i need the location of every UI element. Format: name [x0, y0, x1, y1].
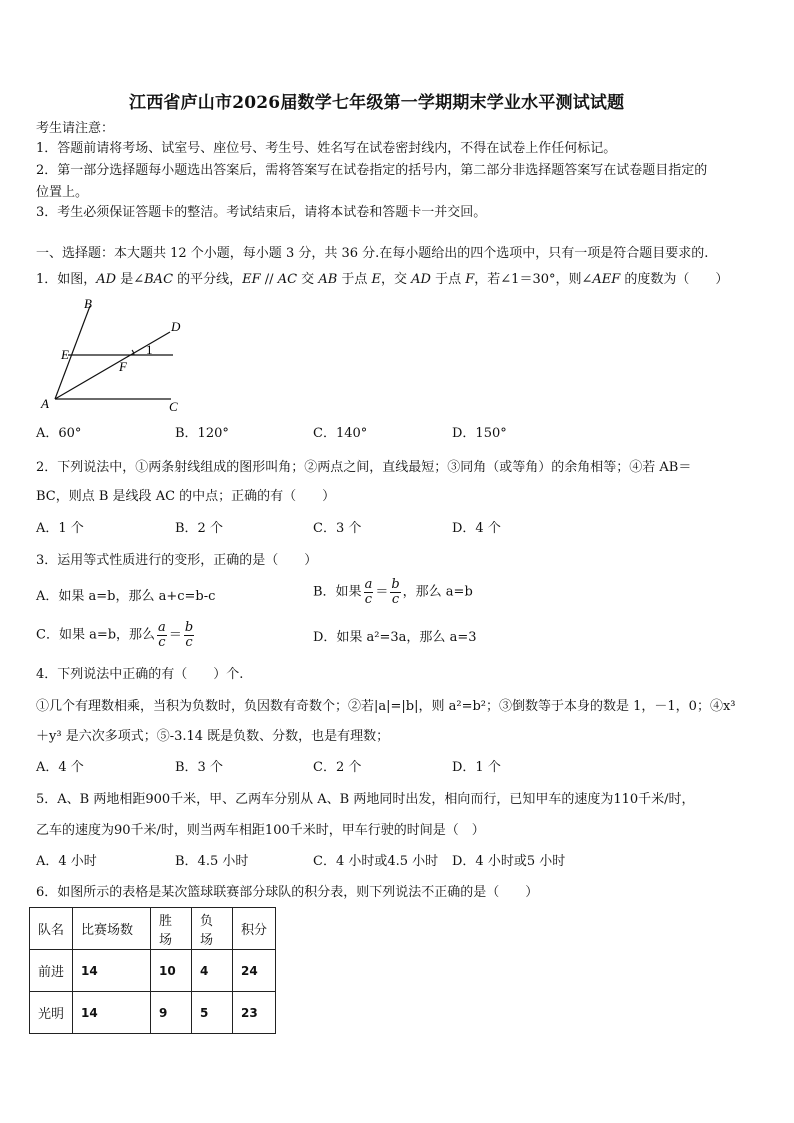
label-e: E — [61, 347, 69, 362]
table-header-cell: 积分 — [233, 908, 276, 950]
q1-var: EF — [242, 272, 261, 287]
frac-den: c — [391, 592, 400, 607]
question-4-statements: ①几个有理数相乘，当积为负数时，负因数有奇数个；②若|a|=|b|，则 a²=b²；③倒数等于本身的数是 1，－1，0；④x³ — [36, 699, 736, 714]
q4-option-c: C．2 个 — [313, 760, 362, 775]
label-angle-1: 1 — [146, 342, 153, 357]
q5-option-a: A．4 小时 — [36, 854, 97, 869]
frac-num: b — [391, 577, 400, 592]
question-2-stem-cont: BC，则点 B 是线段 AC 的中点；正确的有（ ） — [36, 489, 336, 504]
q1-var: AB — [318, 272, 338, 287]
q1-text: 交 — [297, 272, 319, 287]
fraction-b-over-c — [390, 578, 400, 607]
table-cell: 24 — [233, 950, 276, 992]
table-header-cell: 胜场 — [151, 908, 192, 950]
table-cell: 23 — [233, 992, 276, 1034]
fraction-a-over-c — [364, 578, 374, 607]
question-4-statements-cont: ＋y³ 是六次多项式；⑤-3.14 既是负数、分数，也是有理数； — [36, 729, 390, 744]
line-ad — [55, 332, 170, 399]
q1-text: 1．如图， — [36, 272, 97, 287]
fraction-a-over-c — [157, 621, 167, 650]
q4-option-a: A．4 个 — [36, 760, 84, 775]
q3-c-prefix: C．如果 a=b，那么 — [36, 627, 156, 643]
question-5-stem: 5．A、B 两地相距900千米，甲、乙两车分别从 A、B 两地同时出发，相向而行，已知甲车的速度为110千米/时， — [36, 792, 695, 807]
table-header-row — [30, 908, 276, 950]
question-2-stem: 2．下列说法中，①两条射线组成的图形叫角；②两点之间，直线最短；③同角（或等角）的余角相等；④若 AB＝ — [36, 460, 692, 475]
table-cell: 4 — [192, 950, 233, 992]
q4-option-b: B．3 个 — [175, 760, 223, 775]
question-6-stem: 6．如图所示的表格是某次篮球联赛部分球队的积分表，则下列说法不正确的是（ ） — [36, 885, 539, 900]
q1-text: 于点 — [337, 272, 372, 287]
q1-var: E — [371, 272, 382, 287]
q2-option-d: D．4 个 — [452, 521, 501, 536]
table-cell: 前进 — [30, 950, 73, 992]
notice-heading: 考生请注意： — [36, 121, 115, 136]
q3-b-prefix: B．如果 — [313, 584, 362, 600]
q1-option-d: D．150° — [452, 426, 507, 441]
label-f: F — [119, 359, 127, 374]
table-cell: 9 — [151, 992, 192, 1034]
q4-option-d: D．1 个 — [452, 760, 501, 775]
q3-b-suffix: ，那么 a=b — [402, 584, 473, 600]
q3-c-equals: ＝ — [168, 627, 182, 643]
question-4-stem: 4．下列说法中正确的有（ ）个. — [36, 667, 244, 682]
table-row — [30, 950, 276, 992]
q3-option-a: A．如果 a=b，那么 a+c=b-c — [36, 589, 216, 604]
standings-table — [29, 907, 276, 1034]
notice-item: 2．第一部分选择题每小题选出答案后，需将答案写在试卷指定的括号内，第二部分非选择题答案写在试卷题目指定的 — [36, 163, 708, 178]
label-a: A — [41, 396, 49, 411]
frac-den: c — [158, 635, 166, 650]
page-title: 江西省庐山市2026届数学七年级第一学期期末学业水平测试试题 — [129, 93, 625, 113]
q1-option-c: C．140° — [313, 426, 368, 441]
notice-item: 位置上。 — [36, 185, 89, 200]
q1-option-b: B．120° — [175, 426, 229, 441]
frac-den: c — [364, 592, 373, 607]
q1-var: AD — [411, 272, 431, 287]
q1-text: 是∠ — [116, 272, 145, 287]
notice-item: 3．考生必须保证答题卡的整洁。考试结束后，请将本试卷和答题卡一并交回。 — [36, 205, 487, 220]
q5-option-d: D．4 小时或5 小时 — [452, 854, 566, 869]
q2-option-c: C．3 个 — [313, 521, 362, 536]
label-d: D — [171, 319, 181, 334]
table-cell: 14 — [73, 950, 151, 992]
table-header-cell: 队名 — [30, 908, 73, 950]
table-cell: 14 — [73, 992, 151, 1034]
q1-text: 于点 — [430, 272, 466, 287]
question-5-stem-cont: 乙车的速度为90千米/时，则当两车相距100千米时，甲车行驶的时间是（ ） — [36, 823, 485, 838]
q1-var: BAC — [144, 272, 174, 287]
q2-option-a: A．1 个 — [36, 521, 84, 536]
fraction-b-over-c — [184, 621, 194, 650]
table-header-cell: 负场 — [192, 908, 233, 950]
q3-option-b — [313, 578, 473, 607]
q2-option-b: B．2 个 — [175, 521, 223, 536]
frac-num: b — [184, 620, 194, 635]
q3-option-d: D．如果 a²=3a，那么 a=3 — [313, 630, 477, 645]
question-1-stem — [36, 272, 728, 288]
q1-geometry-figure — [30, 296, 190, 418]
frac-num: a — [158, 620, 166, 635]
table-cell: 光明 — [30, 992, 73, 1034]
q5-option-c: C．4 小时或4.5 小时 — [313, 854, 439, 869]
label-b: B — [84, 296, 92, 311]
table-header-cell: 比赛场数 — [73, 908, 151, 950]
q3-option-c — [36, 621, 196, 650]
q1-text: ，若∠1＝30°，则∠ — [474, 272, 593, 287]
q3-b-equals: ＝ — [375, 584, 389, 600]
frac-num: a — [364, 577, 373, 592]
q1-var: F — [465, 272, 475, 287]
q1-var: AD — [96, 272, 117, 287]
table-cell: 10 — [151, 950, 192, 992]
table-row — [30, 992, 276, 1034]
q1-text: // — [260, 272, 278, 287]
question-3-stem: 3．运用等式性质进行的变形，正确的是（ ） — [36, 553, 318, 568]
q1-option-a: A．60° — [36, 426, 82, 441]
label-c: C — [169, 399, 178, 414]
q1-var: AC — [277, 272, 298, 287]
frac-den: c — [185, 635, 193, 650]
q5-option-b: B．4.5 小时 — [175, 854, 249, 869]
q1-text: 的平分线， — [173, 272, 243, 287]
q1-text: ，交 — [381, 272, 412, 287]
table-cell: 5 — [192, 992, 233, 1034]
q1-text: 的度数为（ ） — [620, 272, 729, 287]
section-heading: 一、选择题：本大题共 12 个小题，每小题 3 分，共 36 分.在每小题给出的四个选项中，只有一项是符合题目要求的. — [36, 246, 709, 261]
notice-item: 1．答题前请将考场、试室号、座位号、考生号、姓名写在试卷密封线内，不得在试卷上作任何标记。 — [36, 141, 617, 156]
q1-var: AEF — [592, 272, 621, 287]
